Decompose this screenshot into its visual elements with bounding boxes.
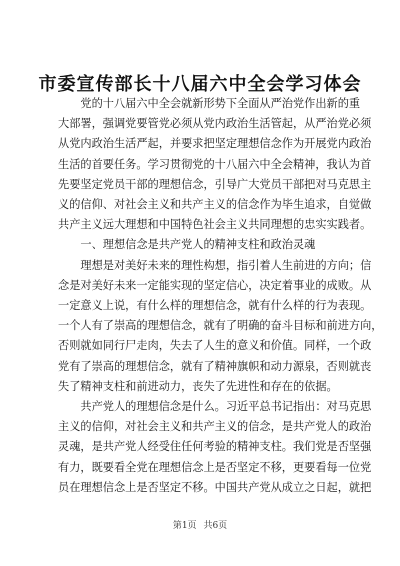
paragraph-belief	[58, 397, 372, 498]
text-line: 失了精神支柱和前进动力，丧失了先进性和存在的依据。	[58, 379, 338, 393]
text-line: 大部署，强调党要管党必须从党内政治生活管起，从严治党必须	[58, 117, 372, 131]
text-line: 念是对美好未来一定能实现的坚定信心，决定着事业的成败。从	[58, 278, 372, 292]
page-total: 共6页	[203, 521, 228, 531]
text-line: 先要坚定党员干部的理想信念，引导广大党员干部把对马克思主	[58, 177, 372, 191]
text-line: 从党内政治生活严起，并要求把坚定理想信念作为开展党内政治	[58, 137, 372, 151]
text-line: 有力，既要看全党在理想信念上是否坚定不移，更要看每一位党	[58, 460, 372, 474]
section-heading	[58, 235, 346, 255]
text-line: 义的信仰、对社会主义和共产主义的信念作为毕生追求，自觉做	[58, 198, 372, 212]
text-line: 否则就如同行尸走肉，失去了人生的意义和价值。同样，一个政	[58, 339, 372, 353]
paragraph-ideal	[58, 256, 383, 397]
text-line: 灵魂，是共产党人经受住任何考验的精神支柱。我们党是否坚强	[58, 440, 372, 454]
text-line: 一定意义上说，有什么样的理想信念，就有什么样的行为表现。	[58, 299, 372, 313]
text-line: 共产党人的理想信念是什么。习近平总书记指出：对马克思	[58, 400, 372, 414]
text-line: 主义的信仰，对社会主义和共产主义的信念，是共产党人的政治	[58, 420, 372, 434]
document-body	[58, 94, 383, 498]
text-line: 党的十八届六中全会就新形势下全面从严治党作出新的重	[58, 97, 361, 110]
text-line: 一个人有了崇高的理想信念，就有了明确的奋斗目标和前进方向，	[58, 319, 383, 333]
text-line: 党有了崇高的理想信念，就有了精神旗帜和动力源泉，否则就丧	[58, 359, 372, 373]
page-number: 第1页	[172, 521, 197, 531]
text-line: 理想是对美好未来的理性构想，指引着人生前进的方向；信	[58, 258, 372, 272]
paragraph-intro	[58, 94, 372, 235]
text-line: 共产主义远大理想和中国特色社会主义共同理想的忠实实践者。	[58, 218, 372, 232]
text-line: 员在理想信念上是否坚定不移。中国共产党从成立之日起，就把	[58, 480, 372, 494]
text-line: 生活的首要任务。学习贯彻党的十八届六中全会精神，我认为首	[58, 157, 372, 171]
page-footer	[0, 518, 400, 531]
document-title: 市委宣传部长十八届六中全会学习体会	[38, 74, 362, 95]
heading-line: 一、理想信念是共产党人的精神支柱和政治灵魂	[58, 238, 316, 252]
